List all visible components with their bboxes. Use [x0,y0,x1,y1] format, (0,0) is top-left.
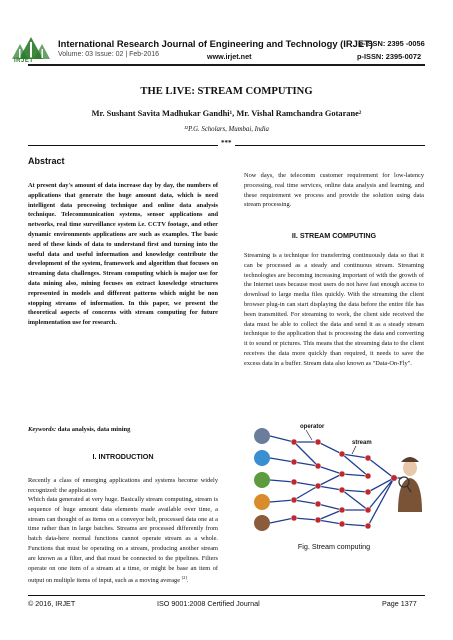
stream-lines [270,436,402,526]
citation-ref: [2] [181,575,187,581]
source-icon-3 [254,472,270,488]
figure-label-stream: stream [352,440,372,446]
source-icon-4 [254,494,270,510]
source-icon-2 [254,450,270,466]
authors: Mr. Sushant Savita Madhukar Gandhi¹, Mr. Vishal Ramchandra Gotarane² [91,109,362,118]
keywords-label: Keywords: [28,426,57,433]
separator-stars: *** [221,139,232,147]
intro-paragraph-1: Recently a class of emerging applications and systems become widely recognized: the application [28,477,218,494]
footer-copyright: © 2016, IRJET [28,599,76,608]
header-rule [28,64,425,66]
intro-end: . [186,577,189,585]
keywords [28,425,218,435]
stream-computing-paragraph: Streaming is a technique for transferring continuously data so that it can be processed as a steady and continuous stream. Streaming technologies are becoming increasing important of with the growth of the Internet uses because most users do not have fast enough access to download to large media files quickly. With the streaming the client browser plug-in can start displaying the data before the entire file has been transmitted. For streaming to work, the client side received the data must be able to collect the data and send it as a steady stream technique to the application that is processing the data and converting it to sound or pictures. This means that the streaming data to the client receives the data more quickly than required, it needs to save the excess data in a buffer. Stream data also known as "Data-On-Fly". [244,252,424,367]
intro-paragraph-2 [28,495,218,586]
footer-page-number: Page 1377 [382,599,417,608]
irjet-logo [8,36,54,60]
volume-issue: Volume: 03 Issue: 02 | Feb-2016 [58,51,160,58]
source-icons [254,428,270,531]
e-issn: e-ISSN: 2395 -0056 [359,39,425,48]
keywords-text: data analysis, data mining [57,426,131,433]
source-icon-1 [254,428,270,444]
abstract-heading: Abstract [28,156,65,166]
separator-left [28,145,218,146]
affiliation: ¹²P.G. Scholars, Mumbai, India [184,126,269,133]
stream-computing-figure [248,418,424,536]
footer-rule [28,595,425,596]
source-icon-5 [254,515,270,531]
logo-text: IRJET [14,58,34,64]
stream-pointer [352,446,356,454]
intro-paragraph-2-text: Which data generated at very huge. Basically stream computing, stream is sequence of huge amount data elements made available over time, a stream can thought of as items on a conveyor belt, processed data one at a time rather than in large batches. Streams are processed differently from batch data-here normal functions cannot operate stream as a whole. Functions that must be operating on a stream, producing another stream are known as a filter, and that must be connected to the pipelines. Filters operate on one item of a stream at a time, or might be base an item of output on multiple items of input, such as a moving average [28,496,218,585]
journal-website[interactable]: www.irjet.net [207,52,252,61]
p-issn: p-ISSN: 2395-0072 [357,52,422,61]
abstract-body: At present day's amount of data increase day by day, the numbers of applications that generate the huge amount data, which is need intelligent data processing technique and online data analysis technique. Telecommunication systems, sensor applications and networks, real time surveillance system i.e. CCTV footage, and other dynamic environments applications are such as examples. The basic need of these kinds of data to understand first and turning into the useful data and useful information and knowledge contribute the development of the system, framework and algorithm that focuses on streaming data challenges. Stream computing which is major use for data mining also, mining focuses on extract knowledge structures represented in models and different patterns which might be non stopping streams of information. In this paper, we present the theoretical aspects of concerns with stream computing for future implementation use for research. [28,182,218,327]
section-heading-introduction: I. INTRODUCTION [92,452,154,461]
figure-caption: Fig. Stream computing [297,542,371,551]
footer-iso: ISO 9001:2008 Certified Journal [157,599,260,608]
right-paragraph-1: Now days, the telecomm customer requirement for low-latency processing, real time services, online data analysis and learning, and these requirement we process and provide the solution using data stream processing. [244,172,424,209]
figure-label-operator: operator [300,424,325,430]
analyst-person-icon [398,457,422,512]
paper-title: THE LIVE: STREAM COMPUTING [140,86,313,97]
separator-right [235,145,425,146]
journal-title: International Research Journal of Engineering and Technology (IRJET) [58,38,373,49]
section-heading-stream-computing: II. STREAM COMPUTING [291,231,377,240]
operator-pointer [306,430,312,440]
